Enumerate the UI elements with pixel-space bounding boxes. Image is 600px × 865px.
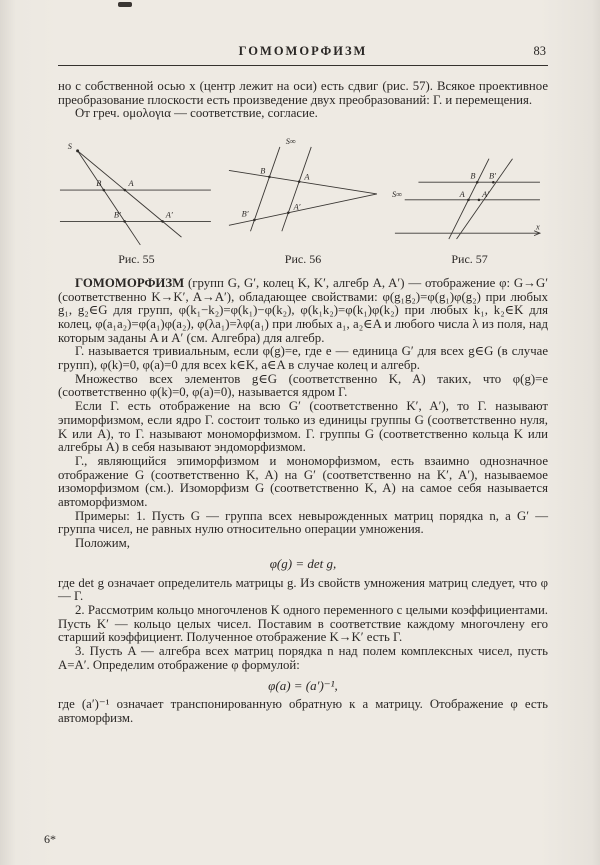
fig57-label-A-prime: A′ — [482, 190, 490, 200]
page-content — [58, 44, 548, 726]
scan-artifact — [118, 2, 132, 7]
fig55-label-B: B — [96, 179, 102, 189]
figure-55-drawing — [58, 135, 215, 251]
article-paragraph-example2: 2. Рассмотрим кольцо многочленов K одного переменного с целыми коэффициентами. Пусть K′ — кольцо целых чисел. Поставим в соответствие каждому многочлену его старший коэффициент. Полученное отображение K→K′ есть Г. — [58, 602, 548, 645]
signature-mark: 6* — [44, 832, 56, 846]
fig56-lines — [229, 147, 377, 231]
article-paragraph-kernel: Множество всех элементов g∈G (соответственно K, A) таких, что φ(g)=e (соответственно φ(k)=0, φ(a)=0), называется ядром Г. — [58, 371, 548, 400]
article-lead-paragraph — [58, 277, 548, 346]
header-rule — [58, 65, 548, 66]
article-paragraph-polozhim: Положим, — [75, 536, 130, 551]
figure-55-caption: Рис. 55 — [118, 252, 155, 267]
fig56-label-B: B — [259, 166, 265, 176]
fig57-label-center-infinity: S∞ — [392, 190, 403, 200]
fig57-lines — [395, 159, 540, 239]
fig57-label-B-prime: B′ — [489, 171, 497, 181]
article-paragraph-examples: Примеры: 1. Пусть G — группа всех невырожденных матриц порядка n, а G′ — группа чисел, не равных нулю относительно операции умножения. — [58, 508, 548, 537]
intro-paragraph-etymology: От греч. ομολογια — соответствие, согласие. — [75, 106, 318, 121]
formula-inverse-transpose: φ(a) = (a′)⁻¹, — [268, 677, 338, 693]
figure-57 — [391, 135, 548, 267]
fig57-label-B: B — [470, 171, 476, 181]
article-paragraph-trivial: Г. называется тривиальным, если φ(g)=e, где e — единица G′ для всех g∈G (в случае групп), φ(k)=0, φ(a)=0 для всех k∈K, a∈A в случае колец и алгебр. — [58, 344, 548, 373]
article-headword: ГОМОМОРФИЗМ — [75, 275, 185, 290]
fig55-label-A: A — [128, 179, 134, 189]
formula-determinant: φ(g) = det g, — [269, 555, 337, 571]
page-number: 83 — [533, 44, 546, 58]
fig56-label-B-prime: B′ — [241, 209, 249, 219]
article-paragraph-det-explanation: где det g означает определитель матрицы g. Из свойств умножения матриц следует, что φ — Г. — [58, 575, 548, 604]
body-text — [58, 80, 548, 726]
article-paragraph-example3: 3. Пусть A — алгебра всех матриц порядка n над полем комплексных чисел, пусть A=A′. Определим отображение φ формулой: — [58, 644, 548, 672]
fig57-label-A: A — [459, 190, 465, 200]
fig56-label-A-prime: A′ — [293, 202, 301, 212]
fig55-label-B-prime: B′ — [113, 210, 121, 220]
figure-56-drawing — [225, 135, 382, 251]
article-paragraph-epimorphism: Если Г. есть отображение на всю G′ (соответственно K′, A′), то Г. называют эпиморфизмом, если ядро Г. состоит только из единицы группы G (соответственно нуля, K или A), то Г. называют мономорфизмом. Г. группы G (соответственно кольца K или алгебры A) в себя называют эндоморфизмом. — [58, 399, 548, 455]
page-header — [58, 44, 548, 62]
fig56-label-center-infinity: S∞ — [285, 137, 296, 147]
figures-row — [58, 135, 548, 267]
fig56-label-A: A — [303, 172, 310, 182]
fig55-lines — [60, 151, 211, 245]
article-paragraph-isomorphism: Г., являющийся эпиморфизмом и мономорфизмом, есть взаимно однозначное отображение G (соответственно K, A) на G′ (соответственно на K′, A′), называемое изоморфизмом (см.). Изоморфизм G (соответственно K, A) на самое себя называется автоморфизмом. — [58, 453, 548, 510]
fig55-label-A-prime: A′ — [165, 210, 173, 220]
running-head: ГОМОМОРФИЗМ — [238, 44, 368, 58]
article-paragraph-inv-explanation: где (a′)⁻¹ означает транспонированную обратную к a матрицу. Отображение φ есть автоморфизм. — [58, 697, 548, 725]
figure-55 — [58, 135, 215, 267]
figure-56-caption: Рис. 56 — [284, 252, 322, 267]
article-lead-text: (групп G, G′, колец K, K′, алгебр A, A′) — отображение φ: G→G′ (соответственно K→K′, A→A′), обладающее свойствами: φ(g₁g₂)=φ(g₁)φ(g₂) при любых g₁, g₂∈G для групп, φ(k₁−k₂)=φ(k₁)−φ(k₂), φ(k₁k₂)=φ(k₁)φ(k₂) при любых k₁, k₂∈K для колец, φ(a₁a₂)=φ(a₁)φ(a₂), φ(λa₁)=λφ(a₁) при любых a₁, a₂∈A и любого числа λ из поля, над которым заданы A и A′ (см. Алгебра) для алгебр. — [58, 275, 548, 345]
figure-57-caption: Рис. 57 — [451, 252, 488, 267]
intro-paragraph-continuation: но с собственной осью x (центр лежит на оси) есть сдвиг (рис. 57). Всякое проективное преобразование плоскости есть произведение двух преобразований: Г. и перемещения. — [58, 79, 548, 107]
figure-56 — [225, 135, 382, 267]
fig55-label-center: S — [67, 142, 72, 152]
fig57-label-x-axis: x — [536, 222, 540, 232]
figure-57-drawing — [391, 135, 548, 251]
